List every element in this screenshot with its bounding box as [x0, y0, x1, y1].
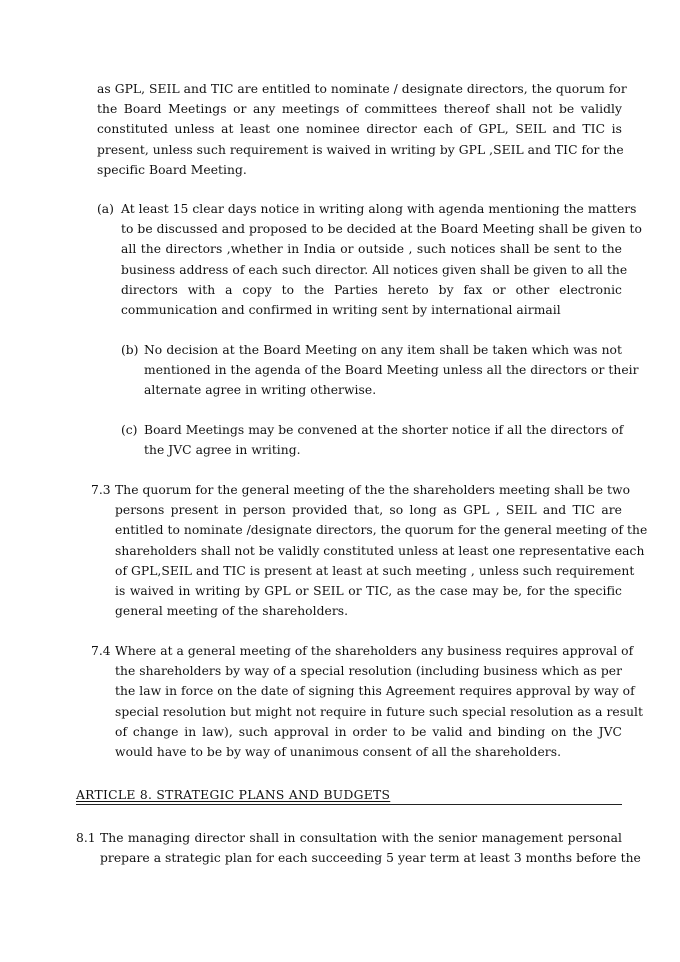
text-line: persons present in person provided that, so long as GPL , SEIL and TIC are: [115, 503, 622, 518]
intro-paragraph: [97, 79, 627, 180]
clause-8-1-paragraph: [100, 828, 641, 868]
text-line: entitled to nominate /designate directors, the quorum for the general meeting of the: [115, 523, 648, 538]
text-line: all the directors ,whether in India or outside , such notices shall be sent to the: [121, 242, 622, 257]
text-line: mentioned in the agenda of the Board Meeting unless all the directors or their: [144, 363, 639, 378]
text-line: of GPL,SEIL and TIC is present at least at such meeting , unless such requirement: [115, 563, 635, 578]
text-line: of change in law), such approval in order to be valid and binding on the JVC: [115, 724, 622, 739]
text-line: as GPL, SEIL and TIC are entitled to nominate / designate directors, the quorum for: [97, 82, 627, 96]
text-line: specific Board Meeting.: [97, 162, 247, 177]
clause-7-3-label: 7.3: [91, 483, 111, 497]
text-line: special resolution but might not require in future such special resolution as a result: [115, 704, 644, 719]
item-a-paragraph: [121, 199, 642, 320]
text-line: directors with a copy to the Parties hereto by fax or other electronic: [121, 282, 622, 297]
clause-7-4-paragraph: [115, 641, 644, 762]
clause-8-1-label: 8.1: [76, 831, 96, 845]
text-line: Board Meetings may be convened at the shorter notice if all the directors of: [144, 423, 624, 437]
text-line: the Board Meetings or any meetings of committees thereof shall not be validly: [97, 102, 622, 117]
text-line: Where at a general meeting of the shareholders any business requires approval of: [115, 644, 634, 658]
text-line: The quorum for the general meeting of the the shareholders meeting shall be two: [115, 483, 631, 497]
text-line: the law in force on the date of signing this Agreement requires approval by way of: [115, 684, 635, 699]
text-line: No decision at the Board Meeting on any item shall be taken which was not: [144, 343, 622, 357]
item-a-label: (a): [97, 202, 114, 216]
text-line: communication and confirmed in writing sent by international airmail: [121, 303, 561, 318]
text-line: the JVC agree in writing.: [144, 443, 301, 458]
text-line: would have to be by way of unanimous consent of all the shareholders.: [115, 745, 562, 760]
text-line: At least 15 clear days notice in writing along with agenda mentioning the matters: [121, 202, 637, 216]
item-c-paragraph: [144, 420, 622, 460]
text-line: alternate agree in writing otherwise.: [144, 383, 377, 398]
text-line: constituted unless at least one nominee director each of GPL, SEIL and TIC is: [97, 122, 622, 137]
text-line: present, unless such requirement is waived in writing by GPL ,SEIL and TIC for the: [97, 142, 624, 157]
item-b-paragraph: [144, 340, 639, 401]
clause-7-3-paragraph: [115, 480, 648, 621]
article-8-heading-text: ARTICLE 8. STRATEGIC PLANS AND BUDGETS: [76, 788, 391, 802]
text-line: prepare a strategic plan for each succeeding 5 year term at least 3 months before the: [100, 851, 641, 866]
item-c-label: (c): [121, 423, 138, 437]
text-line: to be discussed and proposed to be decided at the Board Meeting shall be given to: [121, 222, 642, 237]
text-line: general meeting of the shareholders.: [115, 604, 349, 619]
text-line: The managing director shall in consultation with the senior management personal: [100, 831, 622, 845]
text-line: shareholders shall not be validly constituted unless at least one representative each: [115, 543, 645, 558]
text-line: is waived in writing by GPL or SEIL or TIC, as the case may be, for the specific: [115, 584, 622, 599]
clause-7-4-label: 7.4: [91, 644, 111, 658]
article-8-heading: [76, 786, 622, 805]
item-b-label: (b): [121, 343, 139, 357]
text-line: business address of each such director. All notices given shall be given to all the: [121, 262, 628, 277]
text-line: the shareholders by way of a special resolution (including business which as per: [115, 664, 622, 679]
